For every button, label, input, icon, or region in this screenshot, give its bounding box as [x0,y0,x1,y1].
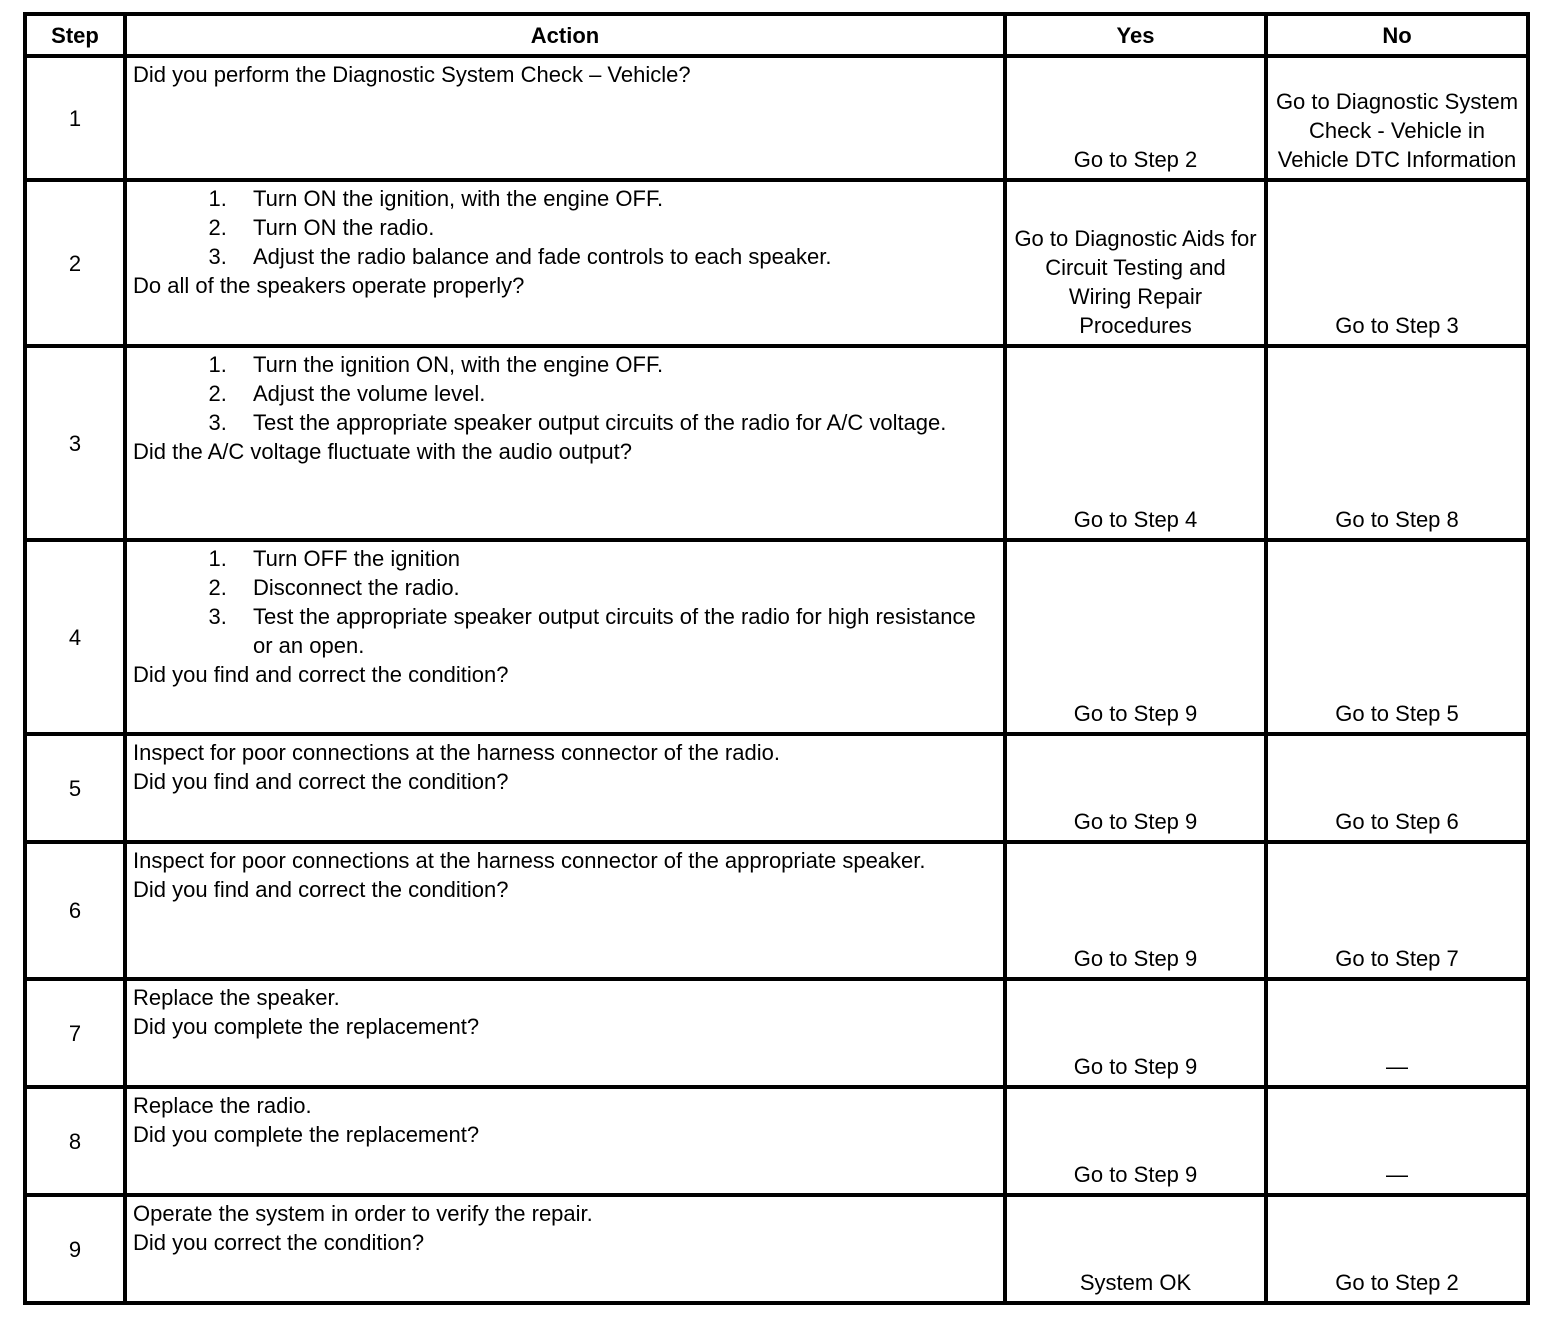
no-cell: — [1266,979,1528,1087]
no-cell: Go to Step 6 [1266,734,1528,842]
action-intro: Replace the speaker. [133,985,340,1010]
step-number: 4 [25,540,125,734]
action-steps [133,350,997,437]
action-step-item: 3. Adjust the radio balance and fade controls to each speaker. [233,242,997,271]
action-step-item: 1. Turn OFF the ignition [233,544,997,573]
step-number: 6 [25,842,125,979]
no-cell: Go to Step 3 [1266,180,1528,346]
yes-cell: Go to Step 9 [1005,1087,1266,1195]
action-intro: Inspect for poor connections at the harness connector of the radio. [133,740,780,765]
action-cell [125,180,1005,346]
no-cell: Go to Diagnostic System Check - Vehicle in Vehicle DTC Information [1266,56,1528,180]
action-question: Did you find and correct the condition? [133,662,509,687]
header-action: Action [125,14,1005,56]
action-intro: Did you perform the Diagnostic System Check – Vehicle? [133,62,691,87]
header-yes: Yes [1005,14,1266,56]
yes-cell: Go to Step 9 [1005,540,1266,734]
action-question: Did you complete the replacement? [133,1014,480,1039]
action-question: Did you complete the replacement? [133,1122,480,1147]
action-cell [125,734,1005,842]
table-row [25,1087,1528,1195]
action-question: Do all of the speakers operate properly? [133,273,525,298]
table-row [25,346,1528,540]
action-cell [125,979,1005,1087]
yes-cell: Go to Step 9 [1005,734,1266,842]
table-row [25,842,1528,979]
action-question: Did you find and correct the condition? [133,769,509,794]
step-number: 7 [25,979,125,1087]
action-cell [125,1195,1005,1303]
step-number: 8 [25,1087,125,1195]
action-steps [133,544,997,660]
step-number: 9 [25,1195,125,1303]
action-step-item: 3. Test the appropriate speaker output circuits of the radio for A/C voltage. [233,408,997,437]
yes-cell: Go to Diagnostic Aids for Circuit Testing and Wiring Repair Procedures [1005,180,1266,346]
table-row [25,56,1528,180]
action-cell [125,56,1005,180]
header-step: Step [25,14,125,56]
table-row [25,1195,1528,1303]
header-no: No [1266,14,1528,56]
diagnostic-table [23,12,1530,1305]
no-cell: Go to Step 8 [1266,346,1528,540]
action-step-item: 1. Turn ON the ignition, with the engine OFF. [233,184,997,213]
table-row [25,979,1528,1087]
action-steps [133,184,997,271]
yes-cell: Go to Step 9 [1005,979,1266,1087]
step-number: 2 [25,180,125,346]
table-row [25,180,1528,346]
table-row [25,734,1528,842]
no-cell: Go to Step 5 [1266,540,1528,734]
action-intro: Inspect for poor connections at the harness connector of the appropriate speaker. [133,848,926,873]
yes-cell: Go to Step 9 [1005,842,1266,979]
action-question: Did the A/C voltage fluctuate with the audio output? [133,439,632,464]
no-cell: Go to Step 7 [1266,842,1528,979]
action-step-item: 2. Disconnect the radio. [233,573,997,602]
yes-cell: Go to Step 4 [1005,346,1266,540]
action-cell [125,540,1005,734]
action-step-item: 2. Turn ON the radio. [233,213,997,242]
action-intro: Operate the system in order to verify the repair. [133,1201,593,1226]
table-row [25,540,1528,734]
step-number: 1 [25,56,125,180]
action-step-item: 2. Adjust the volume level. [233,379,997,408]
no-cell: — [1266,1087,1528,1195]
header-row [25,14,1528,56]
action-step-item: 1. Turn the ignition ON, with the engine OFF. [233,350,997,379]
yes-cell: Go to Step 2 [1005,56,1266,180]
yes-cell: System OK [1005,1195,1266,1303]
action-question: Did you correct the condition? [133,1230,425,1255]
step-number: 5 [25,734,125,842]
action-question: Did you find and correct the condition? [133,877,509,902]
action-cell [125,346,1005,540]
no-cell: Go to Step 2 [1266,1195,1528,1303]
action-step-item: 3. Test the appropriate speaker output circuits of the radio for high resistance or an open. [233,602,997,660]
action-cell [125,1087,1005,1195]
action-cell [125,842,1005,979]
action-intro: Replace the radio. [133,1093,312,1118]
step-number: 3 [25,346,125,540]
